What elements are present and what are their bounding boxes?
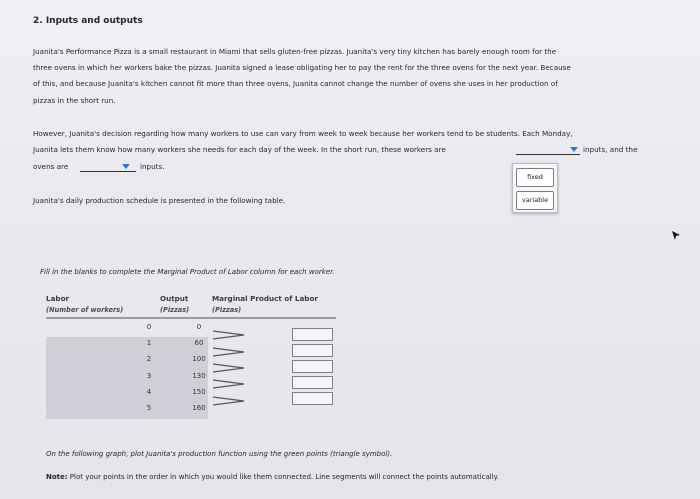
labor-cell: 4 xyxy=(146,388,152,396)
note-text: Plot your points in the order in which you would like them connected. Line segments will connect the points automatically. xyxy=(69,473,500,481)
note-line xyxy=(46,473,499,481)
question-line-1: However, Juanita's decision regarding how many workers to use can vary from week to week because her workers tend to be students. Each Monday, xyxy=(33,129,573,138)
bracket-arrow-icon xyxy=(212,363,246,373)
table-shaded-rows xyxy=(46,337,208,419)
question-line-3: ovens are xyxy=(33,162,69,171)
labor-cell: 1 xyxy=(146,339,152,347)
col-labor-header: Labor xyxy=(46,294,70,303)
mpl-input-4[interactable] xyxy=(292,376,333,389)
col-output-header: Output xyxy=(160,294,189,303)
table-header-rule xyxy=(46,317,336,319)
note-label: Note: xyxy=(46,473,68,481)
dropdown-menu xyxy=(512,163,558,213)
output-cell: 100 xyxy=(192,355,206,363)
question-line-2: Juanita lets them know how many workers she needs for each day of the week. In the short run, these workers are xyxy=(33,145,446,154)
bracket-arrow-icon xyxy=(212,330,246,340)
labor-cell: 5 xyxy=(146,404,152,412)
dropdown-caret-icon xyxy=(570,147,578,152)
intro-line-2: three ovens in which her workers bake the pizzas. Juanita signed a lease obligating her to pay the rent for the three ovens for the next year. Because xyxy=(33,63,571,72)
mpl-input-5[interactable] xyxy=(292,392,333,405)
schedule-text: Juanita's daily production schedule is presented in the following table. xyxy=(33,196,286,205)
mpl-input-3[interactable] xyxy=(292,360,333,373)
labor-cell: 0 xyxy=(146,323,152,331)
graph-instruction: On the following graph, plot Juanita's production function using the green points (triangle symbol). xyxy=(46,450,393,458)
worker-input-dropdown[interactable] xyxy=(516,144,580,155)
fill-instruction: Fill in the blanks to complete the Marginal Product of Labor column for each worker. xyxy=(40,268,335,276)
mpl-input-1[interactable] xyxy=(292,328,333,341)
col-labor-subheader: (Number of workers) xyxy=(46,306,124,314)
bracket-arrow-icon xyxy=(212,379,246,389)
intro-line-4: pizzas in the short run. xyxy=(33,96,116,105)
output-cell: 130 xyxy=(192,372,206,380)
col-mpl-subheader: (Pizzas) xyxy=(212,306,242,314)
mouse-cursor-icon xyxy=(672,231,681,240)
output-cell: 160 xyxy=(192,404,206,412)
col-mpl-header: Marginal Product of Labor xyxy=(212,294,318,303)
section-title: 2. Inputs and outputs xyxy=(33,16,143,26)
dropdown-caret-icon xyxy=(122,164,130,169)
col-output-subheader: (Pizzas) xyxy=(160,306,190,314)
intro-line-1: Juanita's Performance Pizza is a small restaurant in Miami that sells gluten-free pizzas. Juanita's very tiny kitchen has barely enough room for the xyxy=(33,47,557,56)
mpl-input-2[interactable] xyxy=(292,344,333,357)
bracket-arrow-icon xyxy=(212,347,246,357)
question-line-2-end: inputs, and the xyxy=(583,145,638,154)
output-cell: 60 xyxy=(194,339,204,347)
output-cell: 150 xyxy=(192,388,206,396)
oven-input-dropdown[interactable] xyxy=(80,161,136,172)
labor-cell: 2 xyxy=(146,355,152,363)
question-line-3-end: inputs. xyxy=(140,162,165,171)
labor-cell: 3 xyxy=(146,372,152,380)
intro-line-3: of this, and because Juanita's kitchen cannot fit more than three ovens, Juanita cannot change the number of ovens she uses in her production of xyxy=(33,79,558,88)
dropdown-option-variable[interactable]: variable xyxy=(516,191,554,210)
bracket-arrow-icon xyxy=(212,396,246,406)
output-cell: 0 xyxy=(196,323,202,331)
dropdown-option-fixed[interactable]: fixed xyxy=(516,168,554,187)
